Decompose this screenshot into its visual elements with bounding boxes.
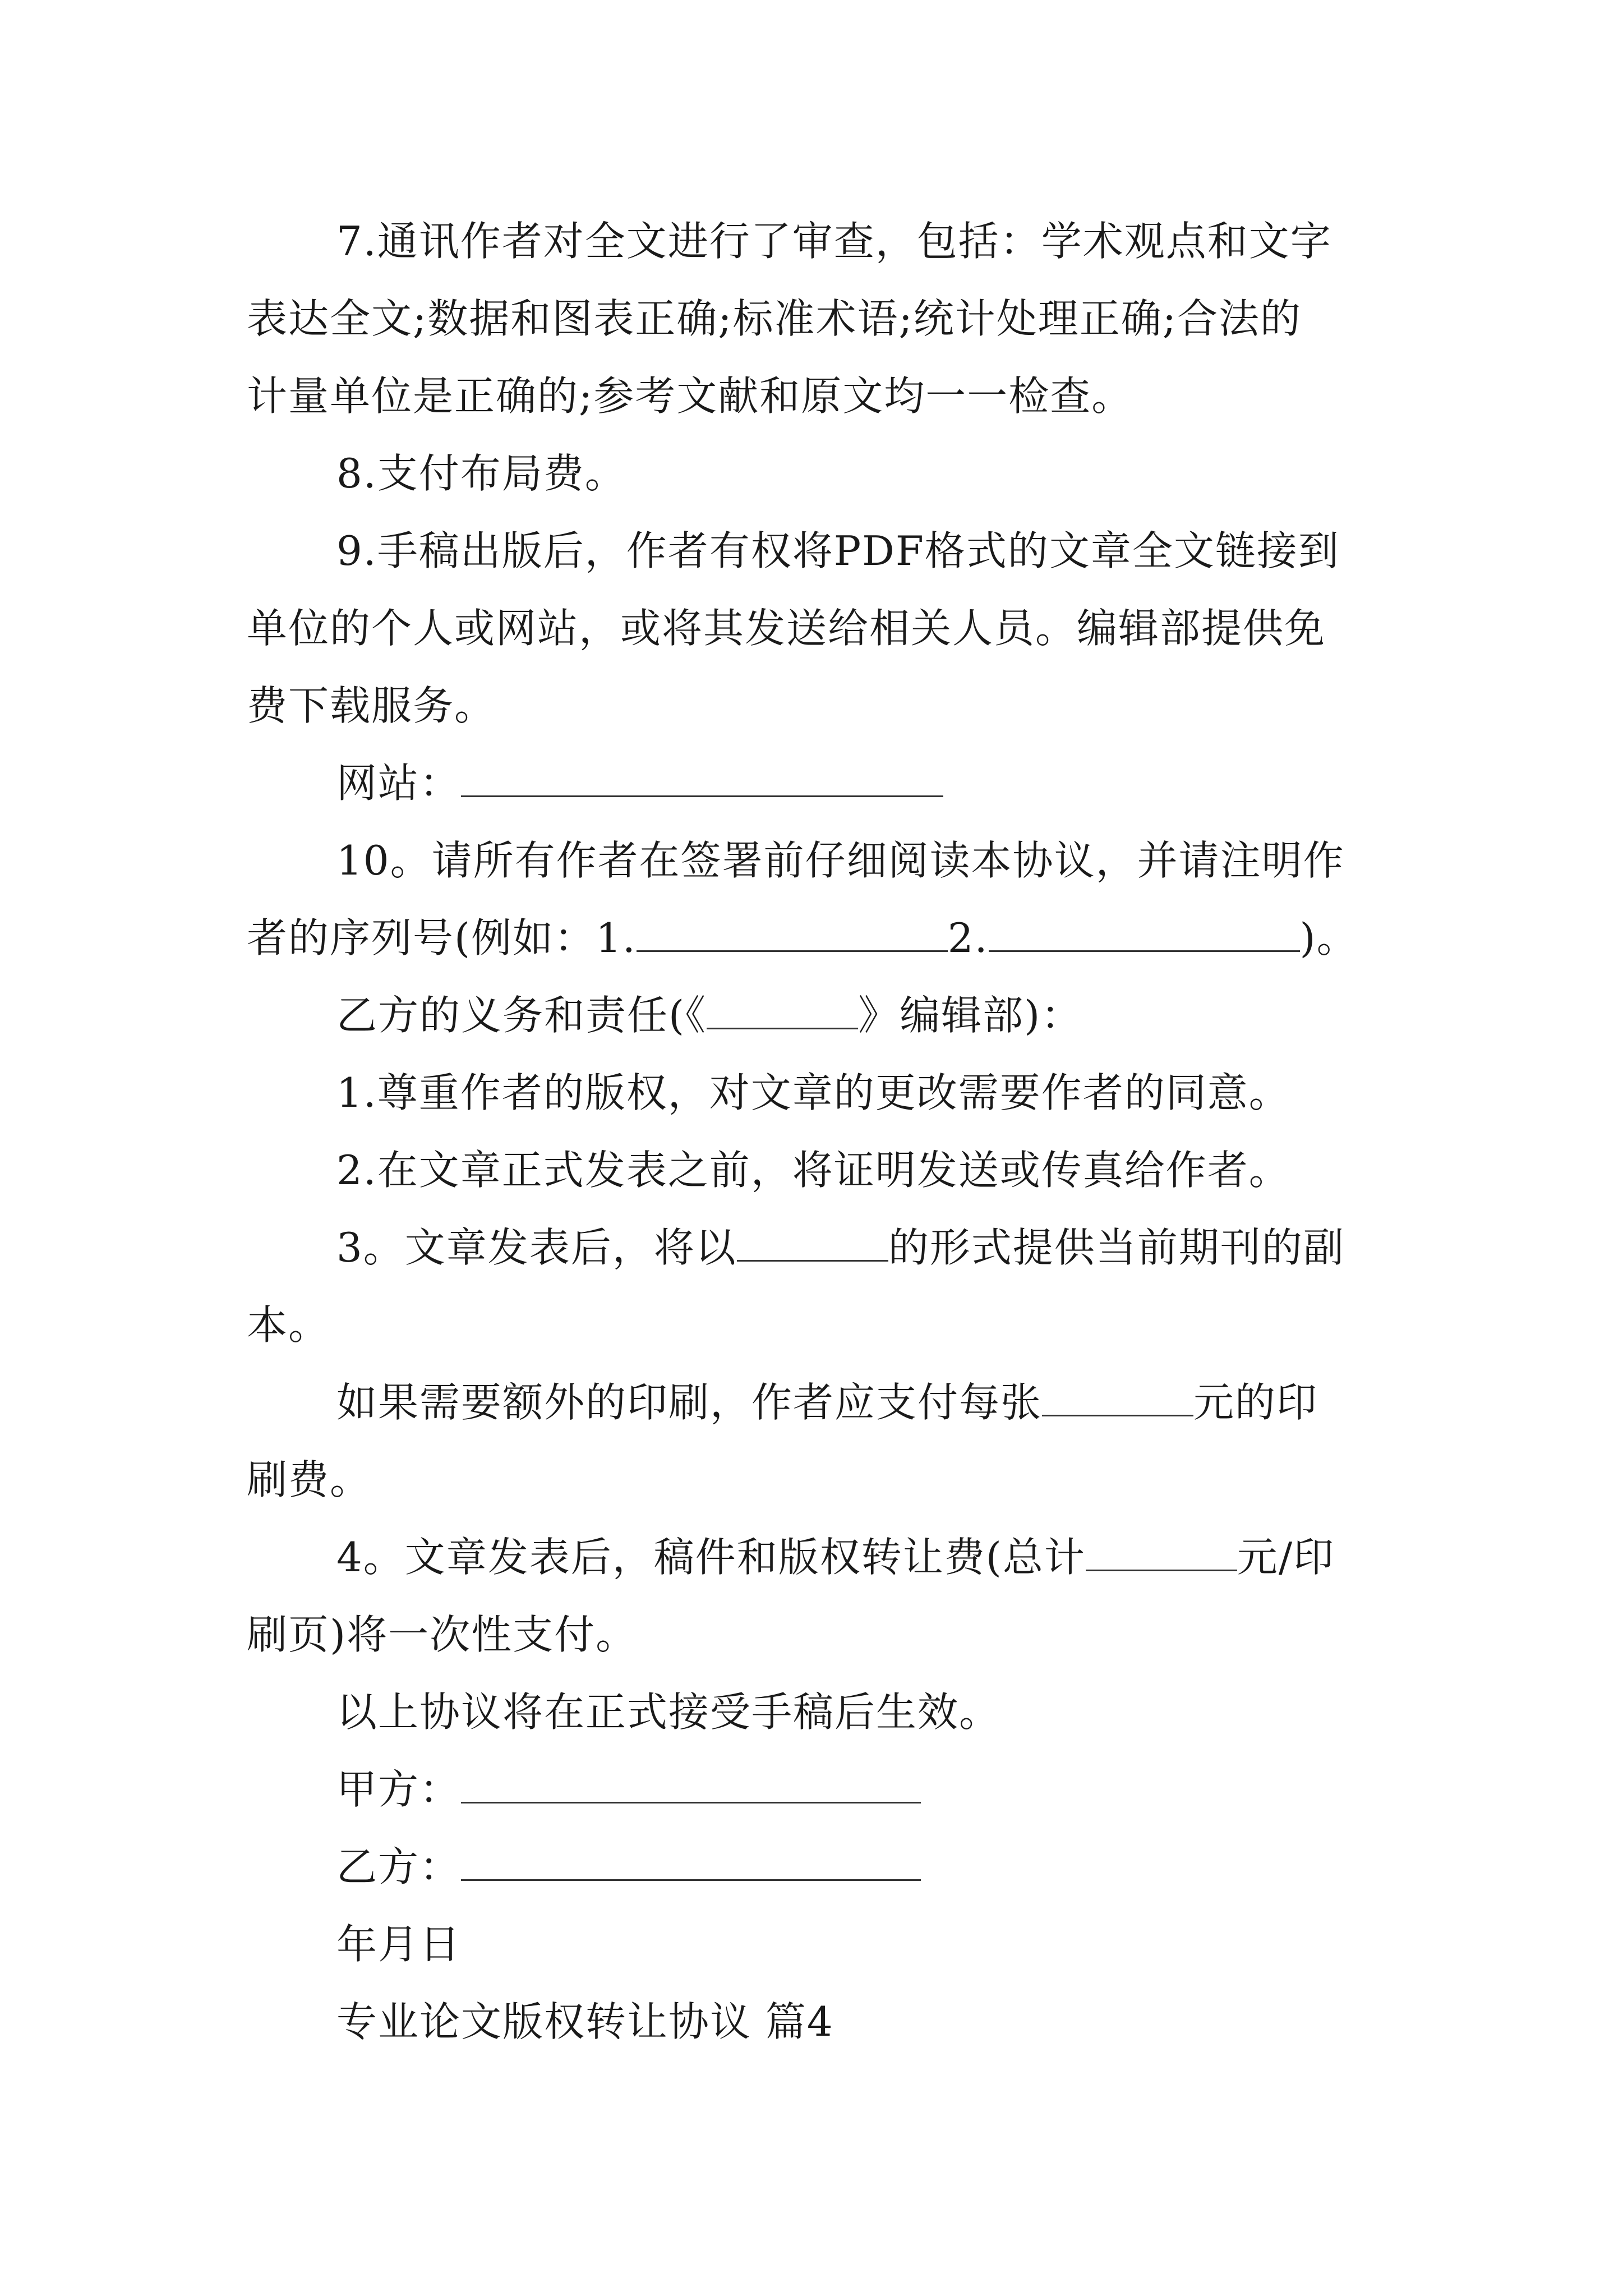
party-a-label: 甲方：: [336, 1766, 462, 1813]
transfer-fee-blank: [1086, 1529, 1237, 1571]
copy-form-blank: [737, 1220, 888, 1262]
clause-9-line-3: 费下载服务。: [247, 682, 496, 729]
print-fee-blank: [1042, 1374, 1193, 1416]
party-b-label: 乙方：: [336, 1843, 462, 1890]
obligation-3-line-1: [336, 1220, 1345, 1276]
obligation-1: 1.尊重作者的版权，对文章的更改需要作者的同意。: [336, 1069, 1290, 1116]
obligation-4-start: 4。文章发表后，稿件和版权转让费(总计: [336, 1534, 1086, 1581]
extra-print-end: 元的印: [1193, 1379, 1318, 1426]
obligation-3-end: 的形式提供当前期刊的副: [888, 1224, 1345, 1271]
section-title: 专业论文版权转让协议 篇4: [336, 1998, 834, 2045]
website-label: 网站：: [336, 760, 462, 807]
serial-example-close: )。: [1299, 914, 1358, 961]
party-b-heading: [336, 987, 1082, 1043]
obligation-4-line-1: [336, 1529, 1335, 1585]
clause-10-line-1: 10。请所有作者在签署前仔细阅读本协议，并请注明作: [336, 837, 1345, 884]
extra-print-line-1: [336, 1374, 1318, 1430]
party-b-signature-row: [336, 1839, 921, 1895]
date-line: 年月日: [336, 1921, 462, 1968]
party-b-signature-blank: [461, 1839, 921, 1881]
party-b-heading-start: 乙方的义务和责任(《: [336, 992, 707, 1039]
clause-7-line-1: 7.通讯作者对全文进行了审查，包括：学术观点和文字: [336, 218, 1332, 265]
party-a-signature-row: [336, 1761, 921, 1818]
clause-7-line-2: 表达全文;数据和图表正确;标准术语;统计处理正确;合法的: [247, 295, 1302, 342]
serial-blank-1: [637, 910, 948, 952]
website-row: [336, 755, 943, 811]
party-a-signature-blank: [461, 1761, 921, 1803]
serial-example-text: 者的序列号(例如：1.: [247, 914, 637, 961]
serial-blank-2: [989, 910, 1300, 952]
obligation-4-line-2: 刷页)将一次性支付。: [247, 1611, 638, 1658]
extra-print-start: 如果需要额外的印刷，作者应支付每张: [336, 1379, 1043, 1426]
clause-10-line-2: [247, 910, 1358, 966]
clause-9-line-2: 单位的个人或网站，或将其发送给相关人员。编辑部提供免: [247, 605, 1326, 652]
obligation-4-end: 元/印: [1237, 1534, 1335, 1581]
clause-8: 8.支付布局费。: [336, 450, 626, 497]
obligation-3-start: 3。文章发表后，将以: [336, 1224, 737, 1271]
effective-clause: 以上协议将在正式接受手稿后生效。: [336, 1688, 1001, 1736]
website-blank: [461, 755, 943, 797]
obligation-2: 2.在文章正式发表之前，将证明发送或传真给作者。: [336, 1147, 1290, 1194]
party-b-heading-end: 》编辑部)：: [858, 992, 1083, 1039]
journal-name-blank: [707, 987, 858, 1029]
obligation-3-line-2: 本。: [247, 1301, 330, 1349]
extra-print-line-2: 刷费。: [247, 1456, 372, 1503]
clause-7-line-3: 计量单位是正确的;参考文献和原文均一一检查。: [247, 372, 1133, 420]
clause-9-line-1: 9.手稿出版后，作者有权将PDF格式的文章全文链接到: [336, 527, 1340, 574]
serial-example-2: 2.: [947, 914, 989, 961]
